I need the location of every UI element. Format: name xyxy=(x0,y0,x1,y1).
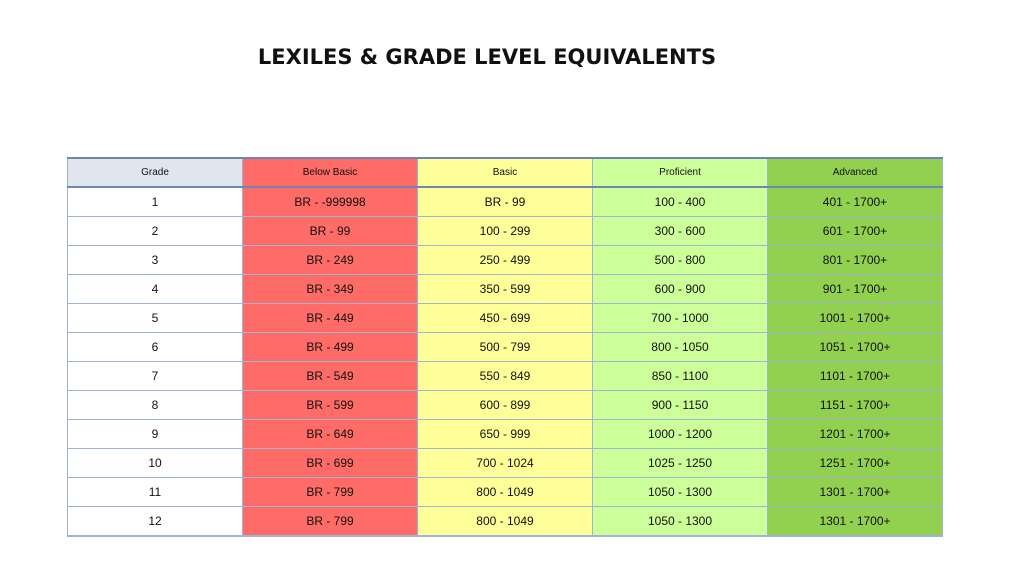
basic-cell: 600 - 899 xyxy=(418,391,593,420)
advanced-cell: 801 - 1700+ xyxy=(768,246,943,275)
table-row xyxy=(68,478,943,507)
basic-cell: 100 - 299 xyxy=(418,217,593,246)
grade-cell: 9 xyxy=(68,420,243,449)
advanced-cell: 401 - 1700+ xyxy=(768,187,943,217)
grade-cell: 6 xyxy=(68,333,243,362)
advanced-cell: 1101 - 1700+ xyxy=(768,362,943,391)
advanced-cell: 1051 - 1700+ xyxy=(768,333,943,362)
advanced-cell: 1001 - 1700+ xyxy=(768,304,943,333)
proficient-cell: 700 - 1000 xyxy=(593,304,768,333)
proficient-cell: 500 - 800 xyxy=(593,246,768,275)
proficient-cell: 600 - 900 xyxy=(593,275,768,304)
table-row xyxy=(68,449,943,478)
table-row xyxy=(68,507,943,537)
grade-cell: 11 xyxy=(68,478,243,507)
below-basic-cell: BR - 349 xyxy=(243,275,418,304)
grade-cell: 3 xyxy=(68,246,243,275)
below-basic-cell: BR - 799 xyxy=(243,478,418,507)
grade-cell: 1 xyxy=(68,187,243,217)
below-basic-cell: BR - 699 xyxy=(243,449,418,478)
basic-cell: 650 - 999 xyxy=(418,420,593,449)
grade-cell: 12 xyxy=(68,507,243,537)
below-basic-cell: BR - 599 xyxy=(243,391,418,420)
lexile-grade-table xyxy=(67,157,943,537)
grade-cell: 7 xyxy=(68,362,243,391)
advanced-cell: 1151 - 1700+ xyxy=(768,391,943,420)
table-row xyxy=(68,333,943,362)
basic-cell: BR - 99 xyxy=(418,187,593,217)
proficient-cell: 1025 - 1250 xyxy=(593,449,768,478)
advanced-cell: 901 - 1700+ xyxy=(768,275,943,304)
below-basic-cell: BR - 499 xyxy=(243,333,418,362)
grade-cell: 2 xyxy=(68,217,243,246)
table-row xyxy=(68,246,943,275)
basic-cell: 500 - 799 xyxy=(418,333,593,362)
grade-cell: 4 xyxy=(68,275,243,304)
below-basic-cell: BR - -999998 xyxy=(243,187,418,217)
proficient-cell: 900 - 1150 xyxy=(593,391,768,420)
below-basic-cell: BR - 549 xyxy=(243,362,418,391)
table-row xyxy=(68,304,943,333)
advanced-cell: 1301 - 1700+ xyxy=(768,478,943,507)
proficient-cell: 1000 - 1200 xyxy=(593,420,768,449)
below-basic-cell: BR - 449 xyxy=(243,304,418,333)
grade-cell: 8 xyxy=(68,391,243,420)
proficient-cell: 1050 - 1300 xyxy=(593,478,768,507)
header-below-basic: Below Basic xyxy=(243,158,418,187)
basic-cell: 550 - 849 xyxy=(418,362,593,391)
grade-cell: 10 xyxy=(68,449,243,478)
below-basic-cell: BR - 649 xyxy=(243,420,418,449)
advanced-cell: 601 - 1700+ xyxy=(768,217,943,246)
proficient-cell: 100 - 400 xyxy=(593,187,768,217)
table-row xyxy=(68,362,943,391)
advanced-cell: 1301 - 1700+ xyxy=(768,507,943,537)
proficient-cell: 1050 - 1300 xyxy=(593,507,768,537)
proficient-cell: 300 - 600 xyxy=(593,217,768,246)
below-basic-cell: BR - 799 xyxy=(243,507,418,537)
header-advanced: Advanced xyxy=(768,158,943,187)
table-row xyxy=(68,275,943,304)
below-basic-cell: BR - 99 xyxy=(243,217,418,246)
basic-cell: 800 - 1049 xyxy=(418,478,593,507)
advanced-cell: 1251 - 1700+ xyxy=(768,449,943,478)
proficient-cell: 800 - 1050 xyxy=(593,333,768,362)
table-row xyxy=(68,187,943,217)
below-basic-cell: BR - 249 xyxy=(243,246,418,275)
basic-cell: 350 - 599 xyxy=(418,275,593,304)
header-grade: Grade xyxy=(68,158,243,187)
basic-cell: 800 - 1049 xyxy=(418,507,593,537)
basic-cell: 700 - 1024 xyxy=(418,449,593,478)
header-proficient: Proficient xyxy=(593,158,768,187)
header-basic: Basic xyxy=(418,158,593,187)
proficient-cell: 850 - 1100 xyxy=(593,362,768,391)
table-row xyxy=(68,420,943,449)
page-title: LEXILES & GRADE LEVEL EQUIVALENTS xyxy=(257,45,717,69)
table-row xyxy=(68,217,943,246)
table-header-row xyxy=(68,158,943,187)
table-row xyxy=(68,391,943,420)
advanced-cell: 1201 - 1700+ xyxy=(768,420,943,449)
grade-cell: 5 xyxy=(68,304,243,333)
basic-cell: 450 - 699 xyxy=(418,304,593,333)
basic-cell: 250 - 499 xyxy=(418,246,593,275)
